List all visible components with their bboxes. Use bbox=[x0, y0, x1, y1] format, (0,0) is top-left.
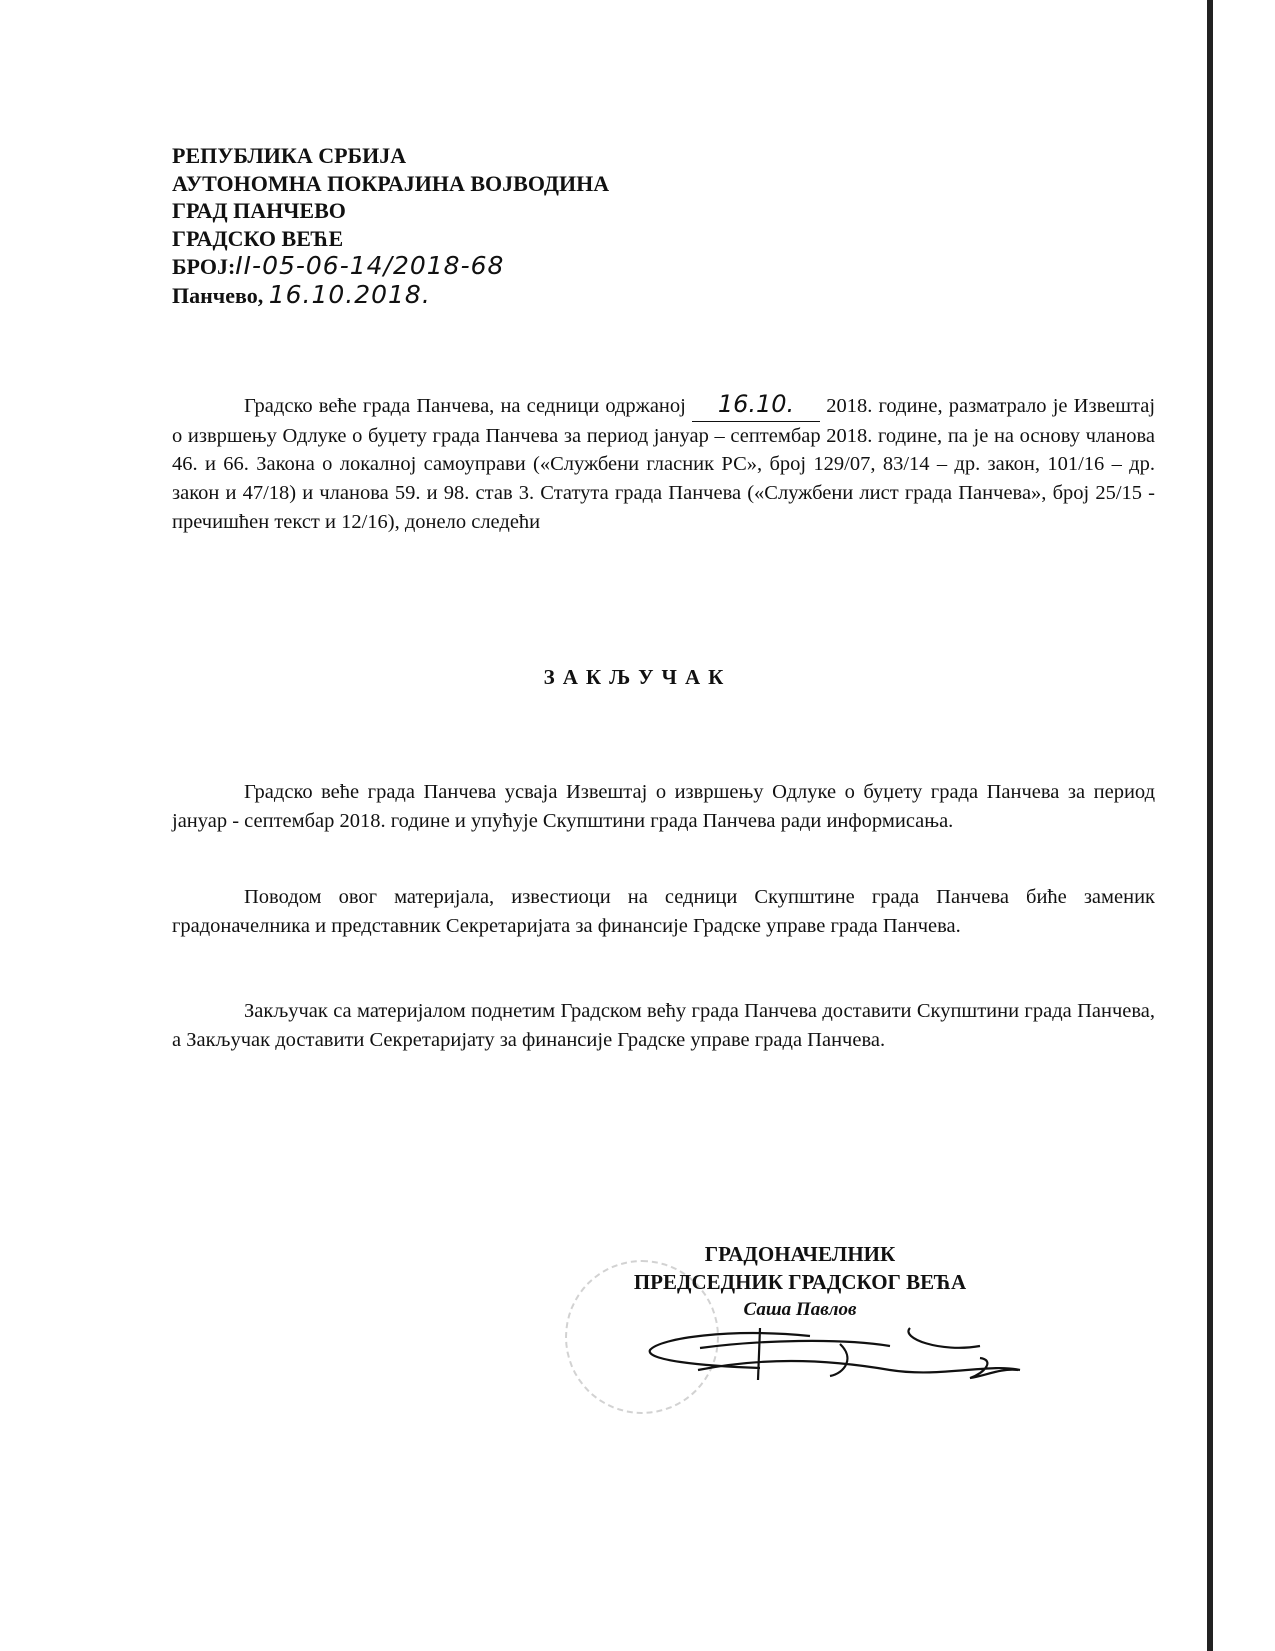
document-header bbox=[172, 142, 609, 309]
header-republic: РЕПУБЛИКА СРБИЈА bbox=[172, 143, 407, 168]
handwritten-signature bbox=[640, 1318, 1060, 1388]
header-province: АУТОНОМНА ПОКРАЈИНА ВОЈВОДИНА bbox=[172, 170, 610, 196]
handwritten-number: II-05-06-14/2018-68 bbox=[235, 251, 505, 280]
intro-paragraph: Градско веће града Панчева, на седници одржаној 16.10. 2018. године, разматрало је Извештај о извршењу Одлуке о буџету града Панчева за период јануар – септембар 2018. године, па је на основу чланова 46. и 66. Закона о локалној самоуправи («Службени гласник РС», број 129/07, 83/14 – др. закон, 101/16 – др. закон и 47/18) и чланова 59. и 98. став 3. Статута града Панчева («Службени лист града Панчева», број 25/15 - пречишћен текст и 12/16), донело следећи bbox=[172, 390, 1156, 533]
document-number: БРОЈ:II-05-06-14/2018-68 bbox=[172, 251, 505, 280]
conclusion-paragraph-3: Закључак са материјалом поднетим Градском већу града Панчева доставити Скупштини града Панчева, а Закључак доставити Секретаријату за финансије Градске управе града Панчева. bbox=[172, 1000, 1155, 1051]
document-place-date: Панчево, 16.10.2018. bbox=[172, 279, 431, 309]
scan-edge bbox=[1207, 0, 1213, 1651]
header-city: ГРАД ПАНЧЕВО bbox=[172, 198, 346, 223]
handwritten-date: 16.10.2018. bbox=[268, 279, 431, 309]
signatory-title-president: ПРЕДСЕДНИК ГРАДСКОГ ВЕЋА bbox=[633, 1270, 967, 1294]
signatory-title-mayor: ГРАДОНАЧЕЛНИК bbox=[704, 1242, 896, 1266]
conclusion-paragraph-2: Поводом овог материјала, известиоци на седници Скупштине града Панчева биће заменик градоначелника и представник Секретаријата за финансије Градске управе града Панчева. bbox=[172, 886, 1155, 937]
document-title: ЗАКЉУЧАК bbox=[543, 665, 732, 689]
session-date-blank bbox=[692, 392, 820, 422]
handwritten-session-date: 16.10. bbox=[717, 390, 795, 418]
header-council: ГРАДСКО ВЕЋЕ bbox=[172, 225, 344, 251]
signature-block bbox=[620, 1240, 980, 1324]
conclusion-paragraph-1: Градско веће града Панчева усваја Извештај о извршењу Одлуке о буџету града Панчева за период јануар - септембар 2018. године и упућује Скупштини града Панчева ради информисања. bbox=[172, 781, 1155, 832]
signatory-name: Саша Павлов bbox=[743, 1299, 857, 1320]
